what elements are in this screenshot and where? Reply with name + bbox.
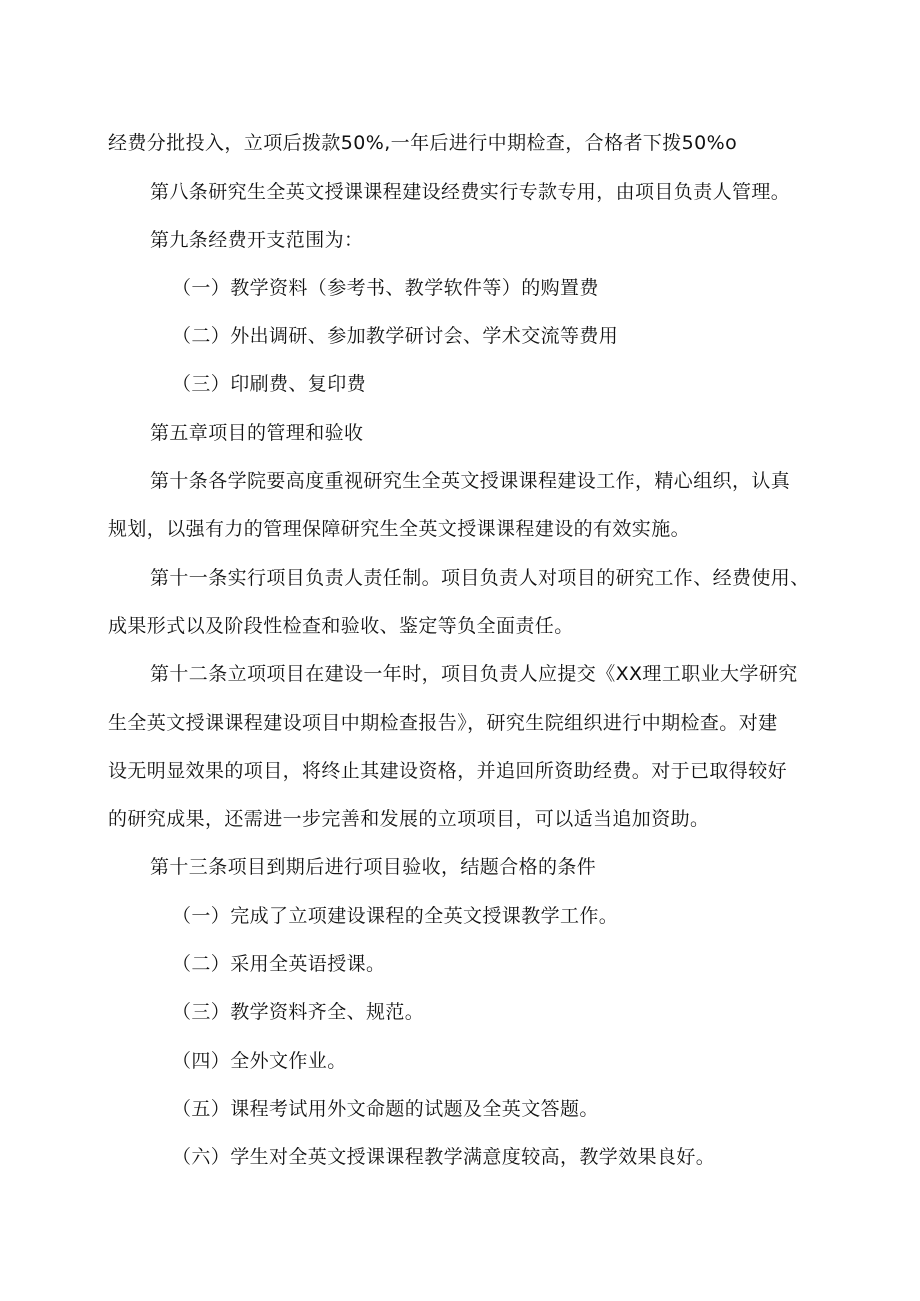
article-10-line-1: 第十条各学院要高度重视研究生全英文授课课程建设工作，精心组织，认真 — [150, 470, 791, 492]
condition-item-1: （一）完成了立项建设课程的全英文授课教学工作。 — [172, 905, 619, 927]
paragraph-funding-line: 经费分批投入，立项后拨款50%,一年后进行中期检查，合格者下拨50%o — [108, 132, 738, 154]
article-11-line-2: 成果形式以及阶段性检查和验收、鉴定等负全面责任。 — [108, 615, 574, 637]
condition-item-4: （四）全外文作业。 — [172, 1050, 347, 1072]
article-9: 第九条经费开支范围为： — [150, 229, 364, 251]
condition-item-2: （二）采用全英语授课。 — [172, 953, 386, 975]
chapter-5-heading: 第五章项目的管理和验收 — [150, 422, 364, 444]
article-12-line-2: 生全英文授课课程建设项目中期检查报告》，研究生院组织进行中期检查。对建 — [108, 712, 778, 734]
article-11-line-1: 第十一条实行项目负责人责任制。项目负责人对项目的研究工作、经费使用、 — [150, 567, 810, 589]
article-12-line-1: 第十二条立项项目在建设一年时，项目负责人应提交《XX理工职业大学研究 — [150, 663, 798, 685]
condition-item-6: （六）学生对全英文授课课程教学满意度较高，教学效果良好。 — [172, 1146, 716, 1168]
article-8: 第八条研究生全英文授课课程建设经费实行专款专用，由项目负责人管理。 — [150, 181, 791, 203]
list-item-2: （二）外出调研、参加教学研讨会、学术交流等费用 — [172, 325, 619, 347]
list-item-1: （一）教学资料（参考书、教学软件等）的购置费 — [172, 277, 599, 299]
list-item-3: （三）印刷费、复印费 — [172, 373, 367, 395]
article-10-line-2: 规划，以强有力的管理保障研究生全英文授课课程建设的有效实施。 — [108, 518, 691, 540]
condition-item-3: （三）教学资料齐全、规范。 — [172, 1001, 425, 1023]
article-13: 第十三条项目到期后进行项目验收，结题合格的条件 — [150, 856, 597, 878]
condition-item-5: （五）课程考试用外文命题的试题及全英文答题。 — [172, 1098, 599, 1120]
article-12-line-4: 的研究成果，还需进一步完善和发展的立项项目，可以适当追加资助。 — [108, 808, 710, 830]
article-12-line-3: 设无明显效果的项目，将终止其建设资格，并追回所资助经费。对于已取得较好 — [108, 760, 788, 782]
